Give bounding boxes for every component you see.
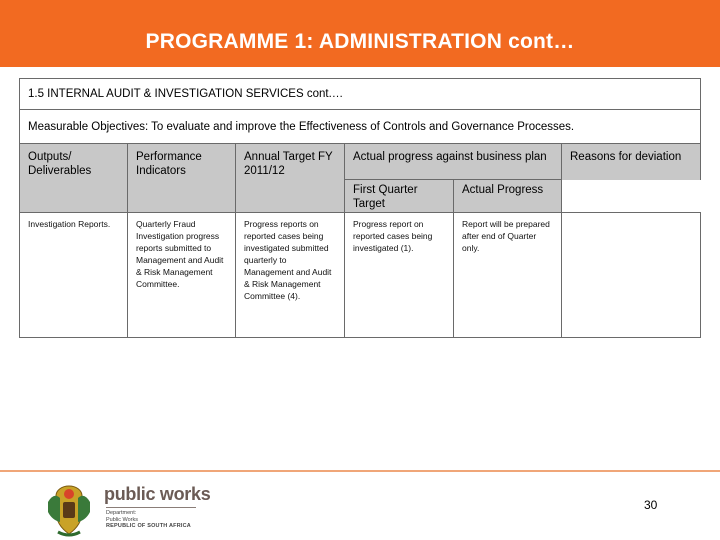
cell-outputs: Investigation Reports. xyxy=(20,213,128,338)
brand-subtitle xyxy=(106,510,216,530)
header-indicators: Performance Indicators xyxy=(128,144,236,213)
header-actual-progress-plan: Actual progress against business plan xyxy=(345,144,562,180)
brand-country: REPUBLIC OF SOUTH AFRICA xyxy=(106,523,191,529)
brand-line: Department: xyxy=(106,510,137,516)
header-reasons-blank xyxy=(562,180,701,213)
measurable-objective: Measurable Objectives: To evaluate and improve the Effectiveness of Controls and Governance Processes. xyxy=(20,110,701,144)
header-outputs: Outputs/ Deliverables xyxy=(20,144,128,213)
header-first-quarter-target: First Quarter Target xyxy=(345,180,454,213)
section-title: 1.5 INTERNAL AUDIT & INVESTIGATION SERVICES cont.… xyxy=(20,79,701,110)
brand-line: Public Works xyxy=(106,516,138,523)
section-row xyxy=(20,79,701,110)
coat-of-arms-icon xyxy=(44,482,94,538)
cell-annual-target: Progress reports on reported cases being investigated submitted quarterly to Management and Audit & Risk Management Committee (4). xyxy=(236,213,345,338)
objective-row xyxy=(20,110,701,144)
table-row xyxy=(20,213,701,338)
header-row xyxy=(20,144,701,180)
brand-name: public works xyxy=(104,484,211,504)
header-reasons: Reasons for deviation xyxy=(562,144,701,180)
cell-first-quarter-target: Progress report on reported cases being investigated (1). xyxy=(345,213,454,338)
brand-rule xyxy=(106,507,196,508)
footer xyxy=(0,472,720,540)
cell-actual-progress: Report will be prepared after end of Quarter only. xyxy=(454,213,562,338)
header-actual-progress: Actual Progress xyxy=(454,180,562,213)
page-title: PROGRAMME 1: ADMINISTRATION cont… xyxy=(145,30,575,53)
page-number: 30 xyxy=(644,498,658,512)
cell-reasons xyxy=(562,213,701,338)
programme-table xyxy=(19,78,701,338)
header-annual-target: Annual Target FY 2011/12 xyxy=(236,144,345,213)
cell-indicators: Quarterly Fraud Investigation progress reports submitted to Management and Audit & Risk Management Committee. xyxy=(128,213,236,338)
